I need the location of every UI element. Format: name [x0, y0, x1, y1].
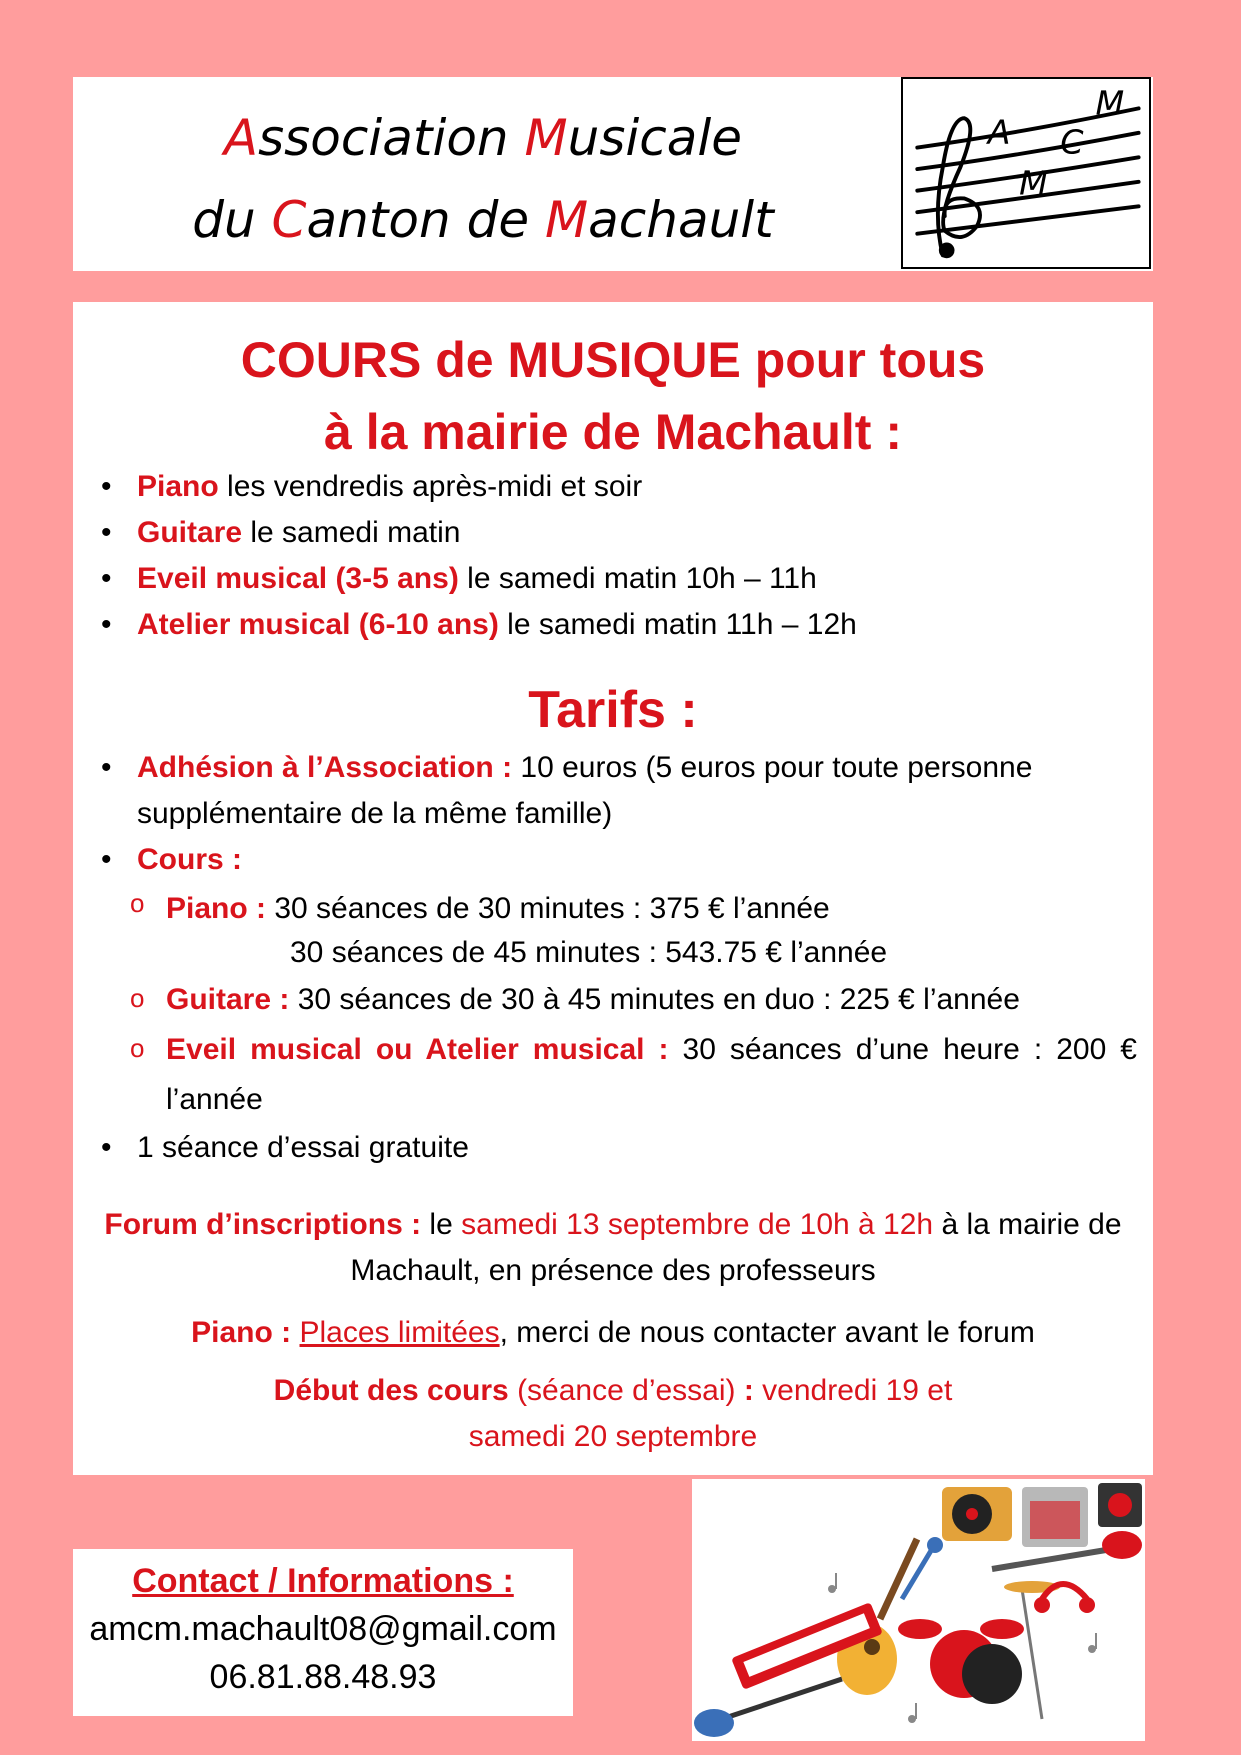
amcm-logo — [901, 77, 1151, 269]
svg-text:A: A — [987, 112, 1011, 152]
adhesion-item: • Adhésion à l’Association : 10 euros (5 euros pour toute personne supplémentaire de la même famille) — [73, 745, 1153, 837]
header-banner — [73, 77, 1153, 271]
guitare-price-item: o Guitare : 30 séances de 30 à 45 minutes en duo : 225 € l’année — [73, 975, 1153, 1025]
list-item: • Piano les vendredis après-midi et soir — [73, 464, 1153, 510]
courses-list — [73, 464, 1153, 648]
speaker-icon — [1098, 1483, 1142, 1527]
musical-instruments-icon — [692, 1479, 1145, 1741]
cours-sublist — [73, 883, 1153, 1125]
association-name-line2: du Canton de Machault — [192, 191, 774, 249]
main-panel — [73, 302, 1153, 1475]
cours-item: • Cours : o Piano : 30 séances de 30 minutes : 375 € l’année 30 séances de 45 minutes : 543.75 € l’année o Guitare : 30 séances de 30 à 45 minutes en duo : 225 € l’année o Eveil musical ou Atelier musical : 30 séances d’une heure : 200 € l’année — [73, 837, 1153, 1125]
essai-item: • 1 séance d’essai gratuite — [73, 1125, 1153, 1171]
bass-guitar-icon — [694, 1679, 842, 1737]
turntable-icon — [942, 1487, 1012, 1541]
piano-places-note: Piano : Places limitées, merci de nous contacter avant le forum — [191, 1316, 1035, 1349]
association-name-line1: Association Musicale — [223, 109, 743, 167]
course-start-info: Début des cours (séance d’essai) : vendredi 19 et samedi 20 septembre — [273, 1374, 953, 1453]
svg-text:M: M — [1019, 163, 1048, 203]
piano-price-item: o Piano : 30 séances de 30 minutes : 375 € l’année 30 séances de 45 minutes : 543.75 € l’année — [73, 883, 1153, 975]
page-title: COURS de MUSIQUE pour tous à la mairie de Machault : — [240, 332, 986, 460]
association-name — [73, 97, 893, 261]
list-item: • Atelier musical (6-10 ans) le samedi matin 11h – 12h — [73, 602, 1153, 648]
eveil-price-item: o Eveil musical ou Atelier musical : 30 séances d’une heure : 200 € l’année — [73, 1025, 1153, 1125]
forum-info: Forum d’inscriptions : le samedi 13 septembre de 10h à 12h à la mairie de Machault, en présence des professeurs — [104, 1208, 1122, 1287]
treble-clef-staff-icon — [903, 79, 1149, 267]
tarifs-list — [73, 745, 1153, 1171]
list-item: • Eveil musical (3-5 ans) le samedi matin 10h – 11h — [73, 556, 1153, 602]
svg-text:M: M — [1095, 83, 1125, 123]
contact-title: Contact / Informations : — [132, 1562, 514, 1600]
amplifier-icon — [1022, 1487, 1088, 1547]
tarifs-heading: Tarifs : — [528, 681, 698, 739]
microphone-icon — [902, 1537, 943, 1599]
svg-text:C: C — [1060, 122, 1084, 162]
contact-email[interactable]: amcm.machault08@gmail.com — [89, 1610, 557, 1648]
contact-phone[interactable]: 06.81.88.48.93 — [209, 1658, 437, 1696]
instruments-illustration — [692, 1479, 1145, 1741]
list-item: • Guitare le samedi matin — [73, 510, 1153, 556]
contact-box — [73, 1549, 573, 1716]
